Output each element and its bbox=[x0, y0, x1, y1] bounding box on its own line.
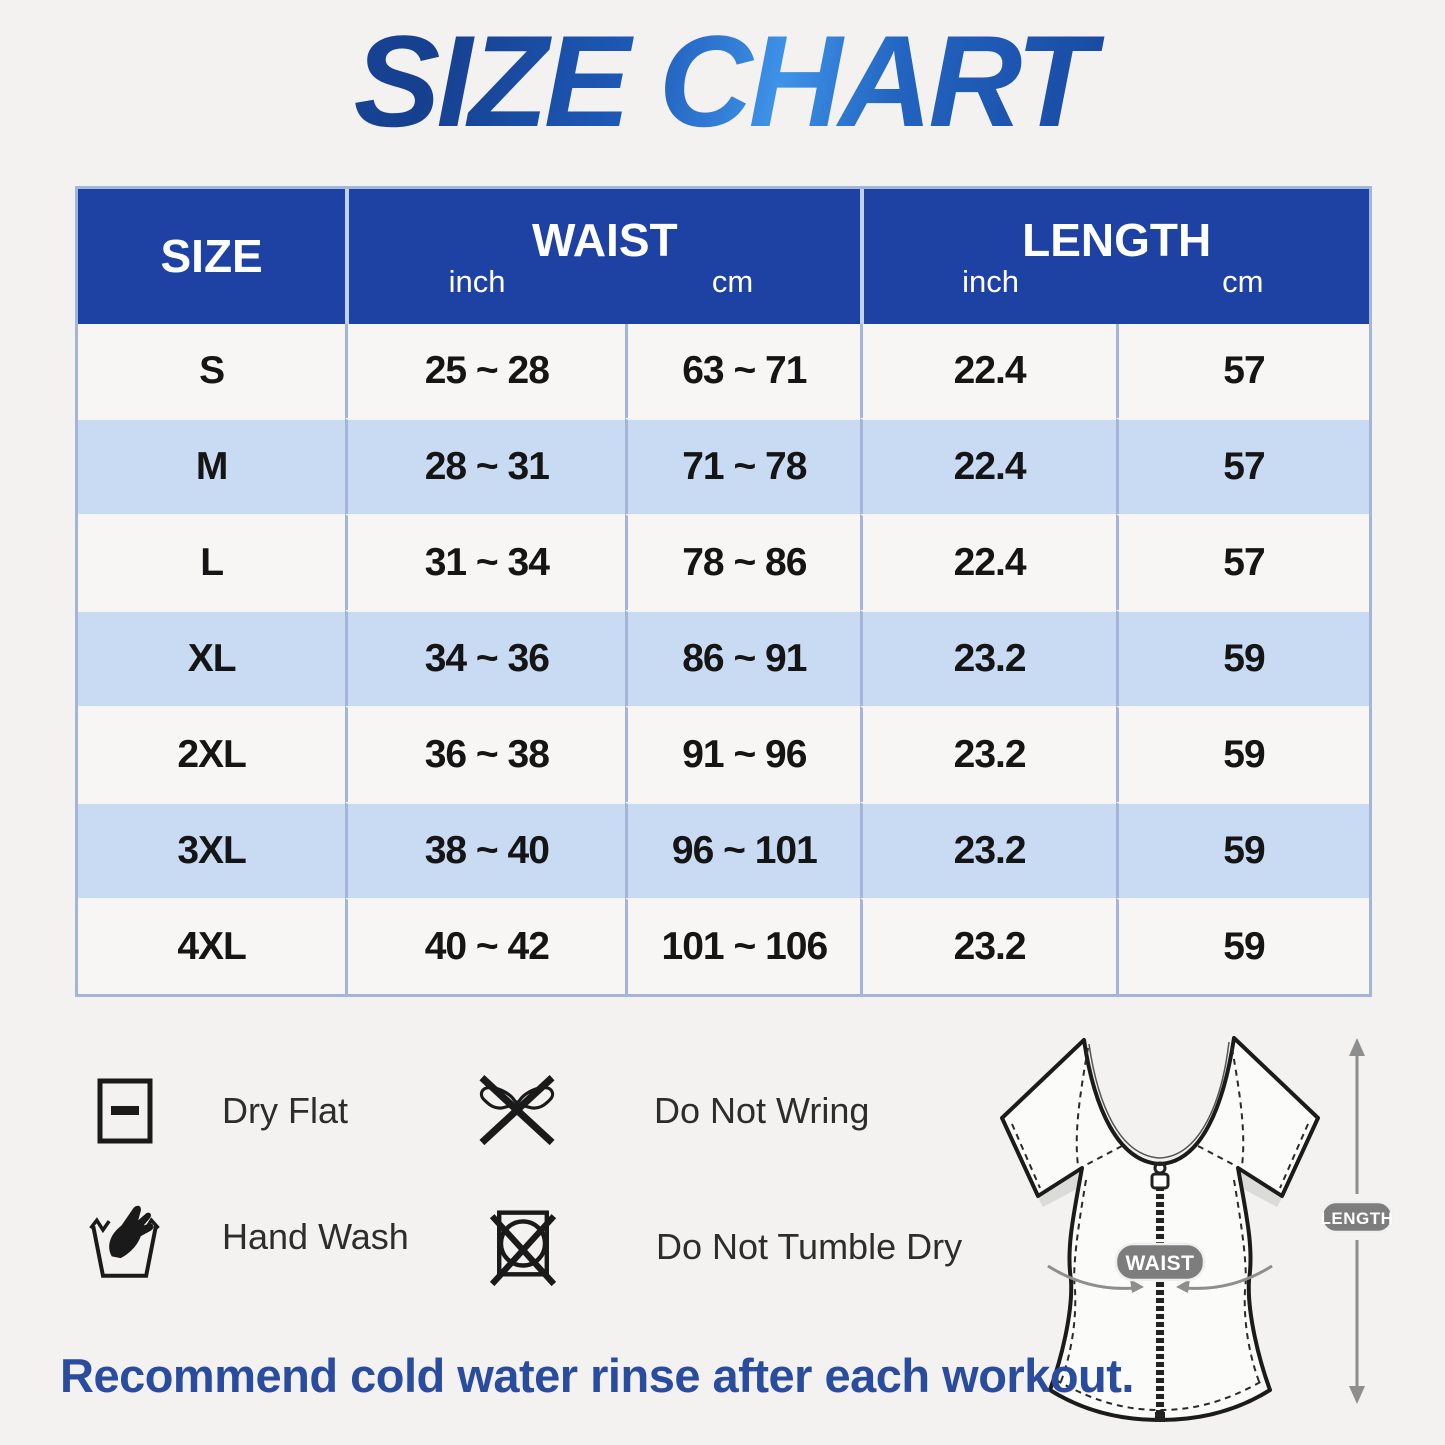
size-chart-table bbox=[75, 186, 1372, 997]
care-label: Do Not Tumble Dry bbox=[656, 1226, 963, 1267]
table-row bbox=[78, 898, 1369, 994]
cell-length-inch: 23.2 bbox=[860, 898, 1116, 994]
zipper-pull bbox=[1152, 1174, 1168, 1188]
cell-length-cm: 57 bbox=[1116, 514, 1369, 610]
care-label: Hand Wash bbox=[222, 1216, 409, 1257]
cell-waist-inch: 34 ~ 36 bbox=[345, 610, 625, 706]
cell-size: 3XL bbox=[78, 802, 345, 898]
do-not-wring-icon bbox=[472, 1070, 562, 1152]
cell-waist-cm: 91 ~ 96 bbox=[625, 706, 860, 802]
cell-waist-inch: 28 ~ 31 bbox=[345, 418, 625, 514]
header-length-inch-unit: inch bbox=[962, 264, 1019, 300]
cell-length-inch: 23.2 bbox=[860, 706, 1116, 802]
cell-length-cm: 57 bbox=[1116, 418, 1369, 514]
header-waist-cm-unit: cm bbox=[711, 264, 754, 300]
header-waist-label: WAIST bbox=[531, 213, 678, 266]
cell-waist-inch: 38 ~ 40 bbox=[345, 802, 625, 898]
hand-wash-icon bbox=[88, 1190, 162, 1284]
cell-size: 2XL bbox=[78, 706, 345, 802]
cell-size: L bbox=[78, 514, 345, 610]
cell-length-inch: 22.4 bbox=[860, 514, 1116, 610]
cell-length-inch: 22.4 bbox=[860, 324, 1116, 418]
cell-waist-cm: 78 ~ 86 bbox=[625, 514, 860, 610]
table-row bbox=[78, 610, 1369, 706]
page-title: SIZE CHART bbox=[0, 10, 1445, 153]
length-arrowhead-top bbox=[1349, 1038, 1365, 1056]
cell-waist-inch: 40 ~ 42 bbox=[345, 898, 625, 994]
cell-size: M bbox=[78, 418, 345, 514]
table-row bbox=[78, 418, 1369, 514]
header-size-label: SIZE bbox=[160, 230, 263, 283]
cell-length-cm: 59 bbox=[1116, 706, 1369, 802]
cell-size: S bbox=[78, 324, 345, 418]
table-row bbox=[78, 514, 1369, 610]
cell-length-cm: 59 bbox=[1116, 898, 1369, 994]
do-not-tumble-dry-icon bbox=[486, 1204, 560, 1290]
length-arrowhead-bottom bbox=[1349, 1386, 1365, 1404]
table-row bbox=[78, 324, 1369, 418]
cell-length-cm: 59 bbox=[1116, 802, 1369, 898]
footer-note: Recommend cold water rinse after each workout. bbox=[60, 1349, 1134, 1402]
care-item-do-not-wring bbox=[472, 1070, 869, 1152]
cell-waist-cm: 63 ~ 71 bbox=[625, 324, 860, 418]
cell-waist-cm: 101 ~ 106 bbox=[625, 898, 860, 994]
cell-waist-inch: 36 ~ 38 bbox=[345, 706, 625, 802]
care-label: Do Not Wring bbox=[654, 1090, 870, 1131]
header-length-cm-unit: cm bbox=[1222, 264, 1264, 300]
cell-length-cm: 59 bbox=[1116, 610, 1369, 706]
care-item-dry-flat bbox=[96, 1076, 348, 1146]
care-item-do-not-tumble-dry bbox=[486, 1204, 962, 1290]
header-size bbox=[78, 189, 345, 324]
cell-waist-inch: 31 ~ 34 bbox=[345, 514, 625, 610]
cell-waist-cm: 86 ~ 91 bbox=[625, 610, 860, 706]
cell-length-inch: 22.4 bbox=[860, 418, 1116, 514]
header-waist-inch-unit: inch bbox=[448, 264, 506, 300]
cell-size: 4XL bbox=[78, 898, 345, 994]
table-row bbox=[78, 706, 1369, 802]
header-length-label: LENGTH bbox=[1022, 213, 1212, 266]
cell-waist-cm: 71 ~ 78 bbox=[625, 418, 860, 514]
cell-waist-inch: 25 ~ 28 bbox=[345, 324, 625, 418]
cell-size: XL bbox=[78, 610, 345, 706]
cell-length-inch: 23.2 bbox=[860, 610, 1116, 706]
dry-flat-icon bbox=[96, 1076, 154, 1146]
table-row bbox=[78, 802, 1369, 898]
waist-tag-label: WAIST bbox=[1125, 1252, 1195, 1275]
table-header-row bbox=[78, 189, 1369, 324]
zipper-stop bbox=[1155, 1412, 1165, 1422]
header-length bbox=[860, 189, 1369, 324]
care-item-hand-wash bbox=[88, 1190, 409, 1284]
cell-length-cm: 57 bbox=[1116, 324, 1369, 418]
care-label: Dry Flat bbox=[222, 1090, 348, 1131]
header-waist bbox=[345, 189, 860, 324]
cell-waist-cm: 96 ~ 101 bbox=[625, 802, 860, 898]
length-tag-label: LENGTH bbox=[1320, 1209, 1394, 1228]
cell-length-inch: 23.2 bbox=[860, 802, 1116, 898]
